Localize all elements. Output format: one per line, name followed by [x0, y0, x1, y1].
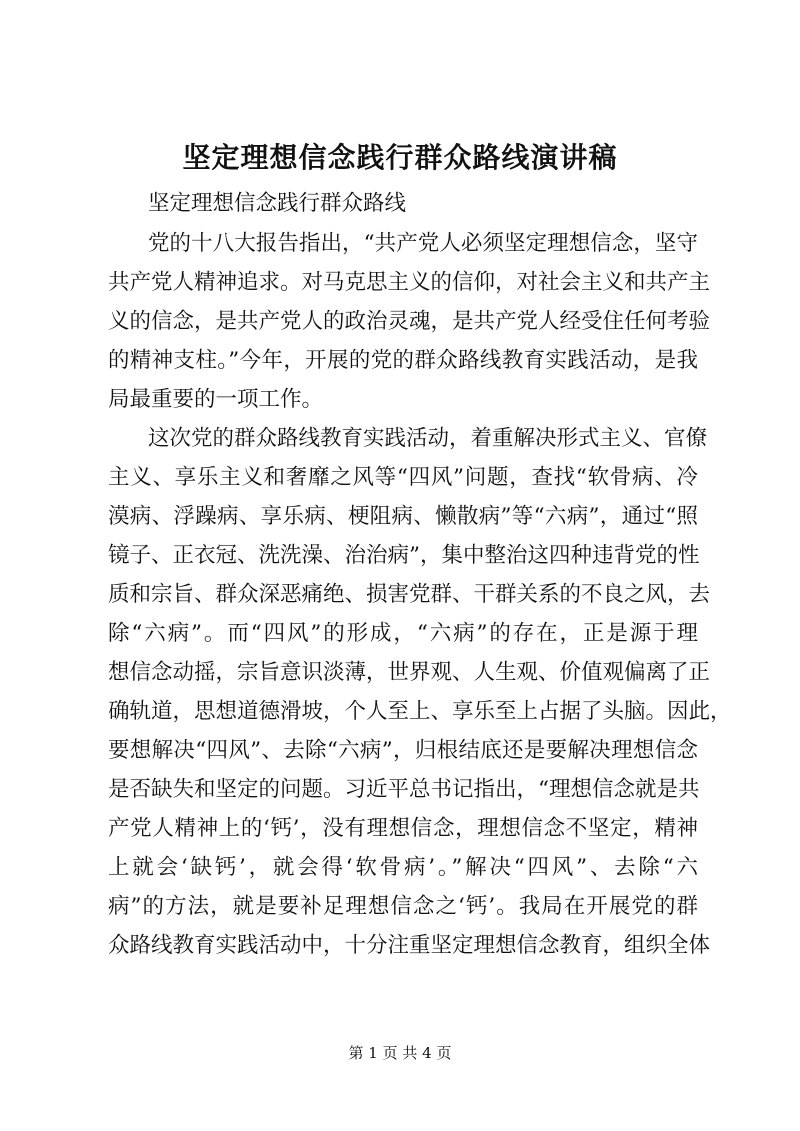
- body-line: 要想解决“四风”、去除“六病”，归根结底还是要解决理想信念: [108, 738, 698, 763]
- body-line: 漠病、浮躁病、享乐病、梗阻病、懒散病”等“六病”，通过“照: [108, 504, 698, 529]
- document-subtitle: 坚定理想信念践行群众路线: [148, 191, 407, 216]
- body-line: 病”的方法，就是要补足理想信念之‘钙’。我局在开展党的群: [108, 894, 698, 919]
- body-line: 产党人精神上的‘钙’，没有理想信念，理想信念不坚定，精神: [108, 816, 698, 841]
- body-line: 共产党人精神追求。对马克思主义的信仰，对社会主义和共产主: [108, 270, 711, 295]
- body-line: 党的十八大报告指出，“共产党人必须坚定理想信念，坚守: [148, 231, 698, 256]
- body-line: 的精神支柱。”今年，开展的党的群众路线教育实践活动，是我: [108, 348, 698, 373]
- page-footer: 第 1 页 共 4 页: [348, 1044, 452, 1062]
- body-line: 除“六病”。而“四风”的形成，“六病”的存在，正是源于理: [108, 621, 698, 646]
- body-line: 这次党的群众路线教育实践活动，着重解决形式主义、官僚: [148, 426, 708, 451]
- body-line: 局最重要的一项工作。: [108, 387, 324, 412]
- body-line: 确轨道，思想道德滑坡，个人至上、享乐至上占据了头脑。因此，: [108, 699, 732, 724]
- document-title: 坚定理想信念践行群众路线演讲稿: [182, 141, 618, 174]
- body-line: 镜子、正衣冠、洗洗澡、治治病”，集中整治这四种违背党的性: [108, 543, 700, 568]
- body-line: 是否缺失和坚定的问题。习近平总书记指出，“理想信念就是共: [108, 777, 700, 802]
- body-line: 众路线教育实践活动中，十分注重坚定理想信念教育，组织全体: [108, 933, 711, 958]
- body-line: 上就会‘缺钙’，就会得‘软骨病’。”解决“四风”、去除“六: [108, 855, 698, 880]
- body-line: 义的信念，是共产党人的政治灵魂，是共产党人经受住任何考验: [108, 309, 711, 334]
- body-line: 主义、享乐主义和奢靡之风等“四风”问题，查找“软骨病、冷: [108, 465, 698, 490]
- body-line: 质和宗旨、群众深恶痛绝、损害党群、干群关系的不良之风，去: [108, 582, 711, 607]
- body-line: 想信念动摇，宗旨意识淡薄，世界观、人生观、价值观偏离了正: [108, 660, 711, 685]
